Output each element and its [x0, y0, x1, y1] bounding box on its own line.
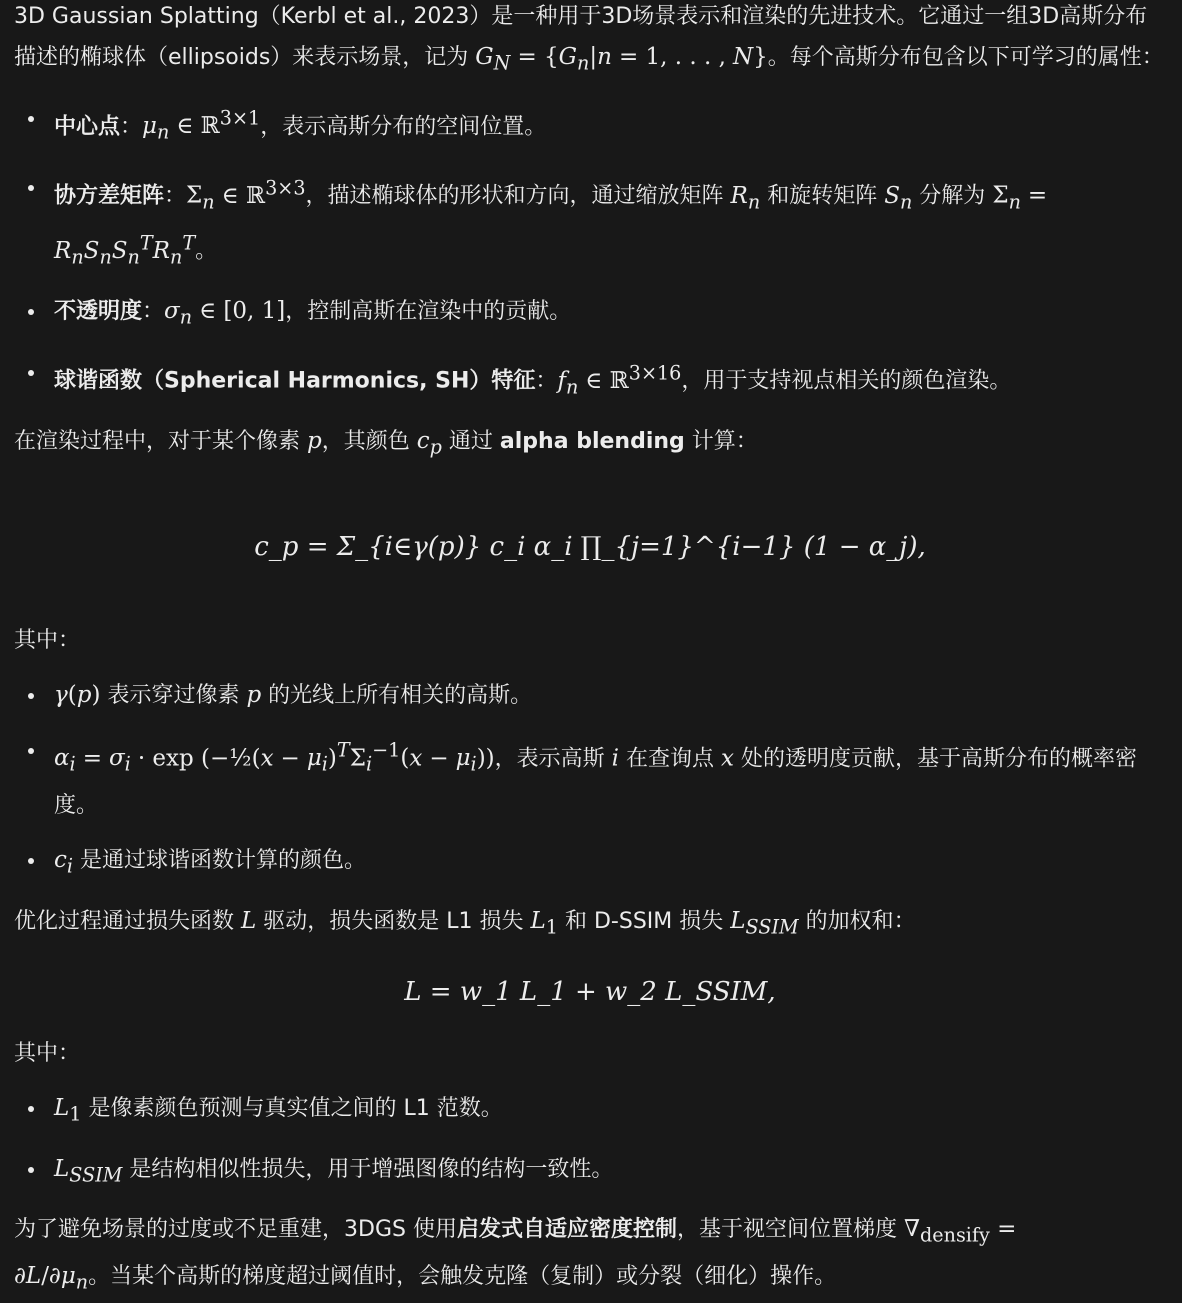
- where-heading-2: 其中：: [14, 1041, 81, 1067]
- intro-paragraph: 3D Gaussian Splatting（Kerbl et al., 2023）是一种用于3D场景表示和渲染的先进技术。它通过一组3D高斯分布描述的椭球体（ellipsoids）来表示场景，记为 $G_N = \{G_n|n = 1$, . . . , N}。每个高斯分布包含以下可学习的属性：: [14, 4, 1164, 75]
- list-item: $\alpha_i = \sigma_i \cdot \exp$ (−½(x − $\mu_i)^T\Sigma_i^{-1}(x - \mu_i)$)，表示高斯 i 在查询点 x 处的透明度贡献，基于高斯分布的概率密度。: [14, 730, 1166, 826]
- where-list-2: [14, 1088, 1166, 1195]
- where-list-1: [14, 675, 1166, 887]
- optimization-paragraph: 优化过程通过损失函数 L 驱动，损失函数是 L1 损失 $L_1$ 和 D-SSIM 损失 $L_{SSIM}$ 的加权和：: [14, 907, 916, 939]
- attribute-covariance: 协方差矩阵：$\Sigma_n$ ∈ ℝ$^{3\times 3}$，描述椭球体的形状和方向，通过缩放矩阵 $R_n$ 和旋转矩阵 $S_n$ 分解为 $\Sigma_n$ = $R_nS_nS_n^TR_n^T$。: [14, 167, 1166, 278]
- attribute-list: [14, 98, 1166, 408]
- densification-paragraph: 为了避免场景的过度或不足重建，3DGS 使用启发式自适应密度控制，基于视空间位置梯度 $\nabla_{densify}$ = $\partial L/\partial\mu_n$。当某个高斯的梯度超过阈值时，会触发克隆（复制）或分裂（细化）操作。: [14, 1216, 1017, 1294]
- where-heading-1: 其中：: [14, 627, 81, 653]
- attribute-label: 球谐函数（Spherical Harmonics, SH）特征: [54, 368, 536, 394]
- attribute-center: 中心点：$\mu_n$ ∈ ℝ$^{3\times 1}$，表示高斯分布的空间位置。: [14, 98, 1166, 153]
- alpha-blending-equation: c_p = Σ_{i∈γ(p)} c_i α_i ∏_{j=1}^{i−1} (1 − α_j),: [254, 531, 926, 562]
- attribute-sh: 球谐函数（Spherical Harmonics, SH）特征：$f_n$ ∈ ℝ$^{3\times 16}$，用于支持视点相关的颜色渲染。: [14, 352, 1166, 407]
- list-item: γ(p) 表示穿过像素 p 的光线上所有相关的高斯。: [14, 675, 1166, 716]
- list-item: $L_{SSIM}$ 是结构相似性损失，用于增强图像的结构一致性。: [14, 1149, 1166, 1196]
- attribute-opacity: 不透明度：$\sigma_n$ ∈ [0, 1]，控制高斯在渲染中的贡献。: [14, 291, 1166, 338]
- loss-equation: L = w_1 L_1 + w_2 L_SSIM,: [404, 977, 776, 1008]
- list-item: $L_1$ 是像素颜色预测与真实值之间的 L1 范数。: [14, 1088, 1166, 1135]
- attribute-label: 不透明度: [54, 299, 143, 325]
- attribute-label: 协方差矩阵: [54, 183, 165, 209]
- attribute-label: 中心点: [54, 114, 121, 140]
- render-paragraph: 在渲染过程中，对于某个像素 p，其颜色 $c_p$ 通过 alpha blending 计算：: [14, 428, 758, 459]
- list-item: $c_i$ 是通过球谐函数计算的颜色。: [14, 840, 1166, 887]
